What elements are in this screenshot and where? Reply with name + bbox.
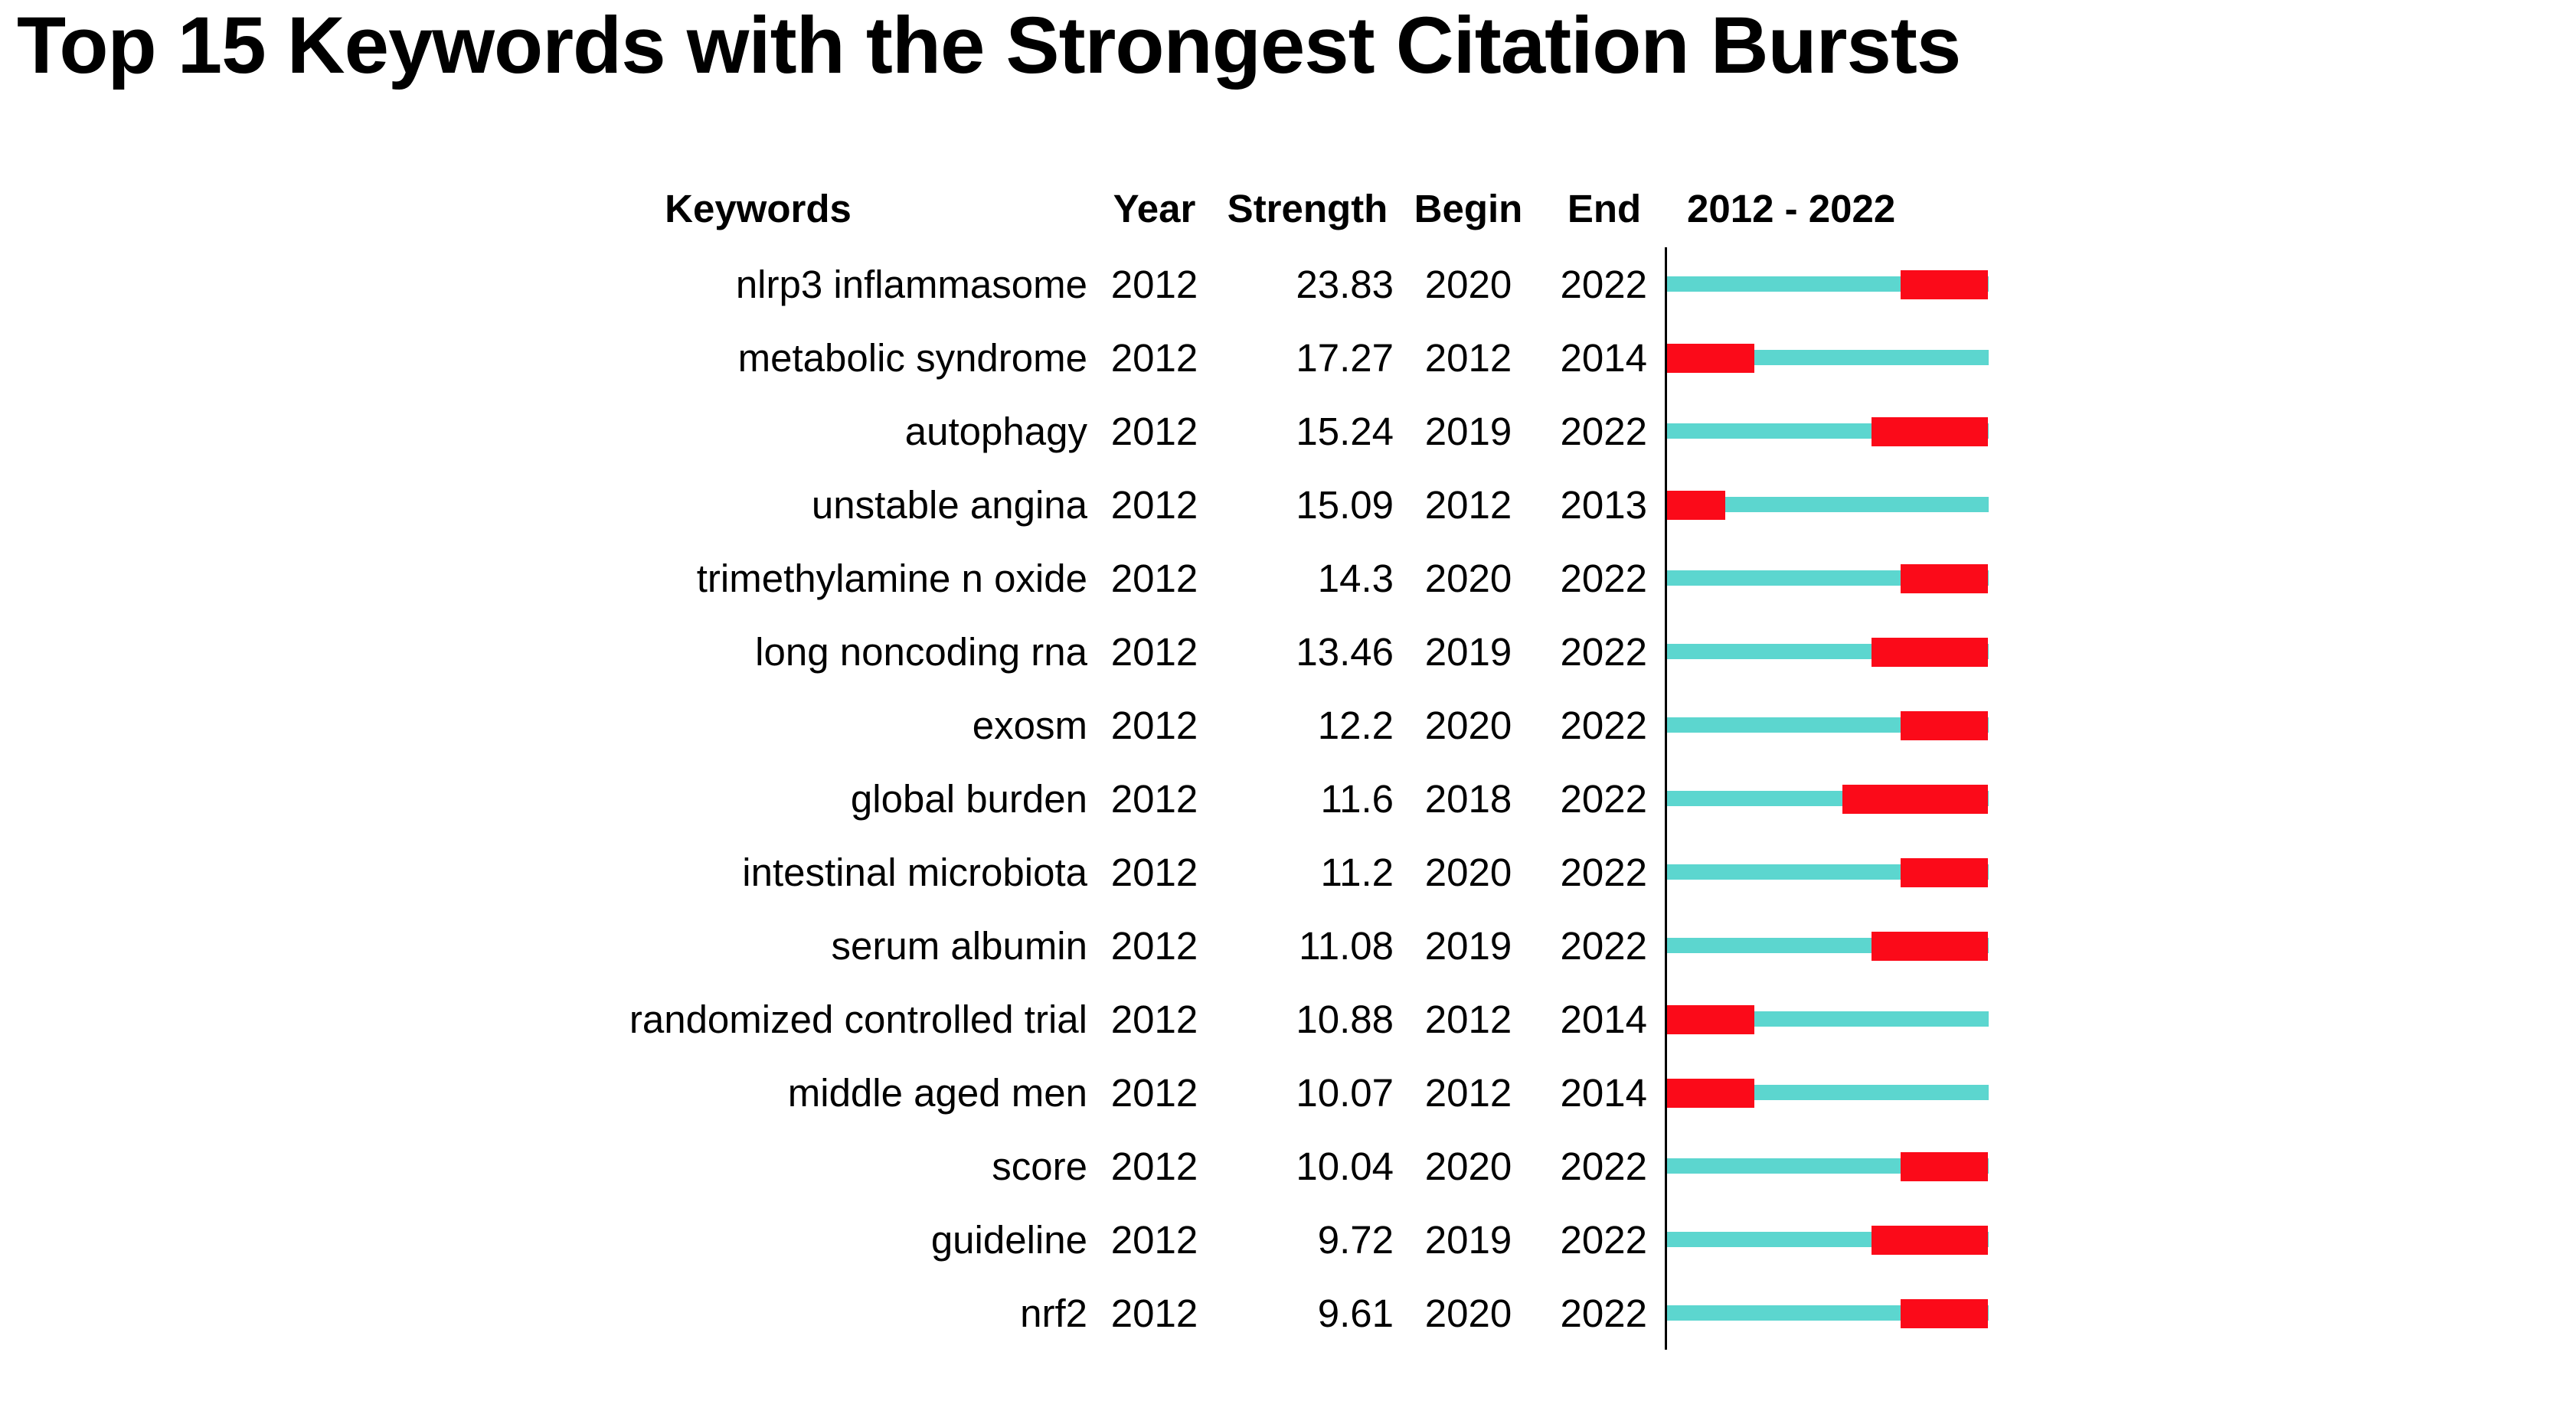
- cell-end: 2013: [1543, 468, 1666, 541]
- cell-year: 2012: [1110, 409, 1198, 453]
- cell-timeline: [1666, 1056, 2039, 1129]
- table-row: [429, 688, 2039, 762]
- table-row: [429, 541, 2039, 615]
- cell-year: 2012: [1110, 1144, 1198, 1188]
- cell-keyword: guideline: [930, 1217, 1087, 1262]
- cell-keyword: randomized controlled trial: [629, 997, 1087, 1041]
- timeline-burst-segment: [1872, 1226, 1989, 1255]
- cell-timeline: [1666, 1203, 2039, 1276]
- timeline-burst-segment: [1667, 344, 1755, 373]
- timeline-burst-segment: [1901, 270, 1989, 299]
- cell-keyword: long noncoding rna: [755, 629, 1087, 674]
- cell-end: 2022: [1543, 247, 1666, 321]
- cell-year: 2012: [1110, 850, 1198, 894]
- cell-timeline: [1666, 394, 2039, 468]
- page-title: Top 15 Keywords with the Strongest Citation Bursts: [17, 1, 1961, 90]
- cell-end: 2014: [1543, 321, 1666, 394]
- cell-year: 2012: [1110, 923, 1198, 968]
- timeline-burst-segment: [1901, 858, 1989, 887]
- table-row: [429, 321, 2039, 394]
- cell-year: 2012: [1110, 556, 1198, 600]
- cell-timeline: [1666, 1129, 2039, 1203]
- cell-end: 2022: [1543, 835, 1666, 909]
- table-row: [429, 1276, 2039, 1350]
- cell-end: 2022: [1543, 909, 1666, 982]
- table-row: [429, 1203, 2039, 1276]
- timeline-track: [1667, 541, 1989, 615]
- timeline-track: [1667, 688, 1989, 762]
- timeline-track: [1667, 247, 1989, 321]
- cell-year: 2012: [1110, 262, 1198, 306]
- table-body: [429, 247, 2039, 1350]
- table-row: [429, 835, 2039, 909]
- column-header-keywords: Keywords: [665, 186, 852, 230]
- citation-burst-table: [429, 180, 2039, 1350]
- cell-keyword: serum albumin: [831, 923, 1087, 968]
- table-row: [429, 909, 2039, 982]
- cell-begin: 2012: [1424, 1070, 1512, 1115]
- cell-timeline: [1666, 541, 2039, 615]
- timeline-burst-segment: [1872, 932, 1989, 961]
- column-header-end: End: [1567, 186, 1642, 230]
- cell-timeline: [1666, 762, 2039, 835]
- cell-end: 2022: [1543, 1276, 1666, 1350]
- cell-keyword: global burden: [850, 776, 1087, 821]
- cell-begin: 2020: [1424, 1291, 1512, 1335]
- cell-timeline: [1666, 982, 2039, 1056]
- timeline-track: [1667, 835, 1989, 909]
- timeline-burst-segment: [1901, 1152, 1989, 1181]
- table-row: [429, 468, 2039, 541]
- cell-strength: 9.72: [1317, 1217, 1394, 1262]
- column-header-begin: Begin: [1414, 186, 1523, 230]
- cell-timeline: [1666, 321, 2039, 394]
- table-row: [429, 1129, 2039, 1203]
- cell-end: 2022: [1543, 762, 1666, 835]
- table-row: [429, 762, 2039, 835]
- cell-strength: 11.08: [1299, 923, 1394, 968]
- timeline-track: [1667, 762, 1989, 835]
- cell-year: 2012: [1110, 1070, 1198, 1115]
- cell-year: 2012: [1110, 1217, 1198, 1262]
- cell-strength: 9.61: [1317, 1291, 1394, 1335]
- cell-keyword: unstable angina: [811, 482, 1087, 527]
- cell-timeline: [1666, 247, 2039, 321]
- column-header-strength: Strength: [1227, 186, 1388, 230]
- cell-year: 2012: [1110, 776, 1198, 821]
- cell-keyword: metabolic syndrome: [737, 335, 1087, 380]
- cell-strength: 10.88: [1296, 997, 1394, 1041]
- timeline-burst-segment: [1872, 638, 1989, 667]
- cell-year: 2012: [1110, 1291, 1198, 1335]
- cell-keyword: nrf2: [1020, 1291, 1087, 1335]
- table-row: [429, 982, 2039, 1056]
- table-row: [429, 394, 2039, 468]
- cell-timeline: [1666, 615, 2039, 688]
- cell-year: 2012: [1110, 629, 1198, 674]
- cell-keyword: autophagy: [904, 409, 1087, 453]
- cell-end: 2022: [1543, 541, 1666, 615]
- cell-strength: 17.27: [1296, 335, 1394, 380]
- cell-strength: 10.07: [1296, 1070, 1394, 1115]
- cell-strength: 11.6: [1320, 776, 1394, 821]
- cell-strength: 12.2: [1317, 703, 1394, 747]
- timeline-track: [1667, 982, 1989, 1056]
- timeline-track: [1667, 321, 1989, 394]
- cell-keyword: exosm: [972, 703, 1087, 747]
- cell-year: 2012: [1110, 703, 1198, 747]
- cell-year: 2012: [1110, 335, 1198, 380]
- table-row: [429, 247, 2039, 321]
- cell-begin: 2020: [1424, 703, 1512, 747]
- column-header-year: Year: [1113, 186, 1196, 230]
- timeline-burst-segment: [1667, 491, 1725, 520]
- cell-strength: 23.83: [1296, 262, 1394, 306]
- timeline-burst-segment: [1901, 711, 1989, 740]
- timeline-track: [1667, 1203, 1989, 1276]
- cell-timeline: [1666, 835, 2039, 909]
- cell-end: 2022: [1543, 615, 1666, 688]
- timeline-track: [1667, 1276, 1989, 1350]
- timeline-burst-segment: [1667, 1005, 1755, 1034]
- timeline-track: [1667, 615, 1989, 688]
- timeline-burst-segment: [1901, 1299, 1989, 1328]
- cell-begin: 2019: [1424, 629, 1512, 674]
- timeline-burst-segment: [1872, 417, 1989, 446]
- cell-begin: 2020: [1424, 1144, 1512, 1188]
- cell-begin: 2012: [1424, 335, 1512, 380]
- cell-begin: 2020: [1424, 262, 1512, 306]
- timeline-track: [1667, 468, 1989, 541]
- timeline-track: [1667, 1056, 1989, 1129]
- timeline-track: [1667, 1129, 1989, 1203]
- cell-end: 2022: [1543, 688, 1666, 762]
- timeline-burst-segment: [1667, 1079, 1755, 1108]
- cell-strength: 14.3: [1317, 556, 1394, 600]
- cell-end: 2022: [1543, 394, 1666, 468]
- cell-begin: 2012: [1424, 482, 1512, 527]
- cell-timeline: [1666, 688, 2039, 762]
- table-header-row: [429, 180, 2039, 247]
- cell-begin: 2020: [1424, 850, 1512, 894]
- cell-keyword: nlrp3 inflammasome: [735, 262, 1087, 306]
- cell-begin: 2020: [1424, 556, 1512, 600]
- cell-strength: 15.24: [1296, 409, 1394, 453]
- table-row: [429, 615, 2039, 688]
- cell-begin: 2012: [1424, 997, 1512, 1041]
- cell-begin: 2019: [1424, 1217, 1512, 1262]
- cell-strength: 10.04: [1296, 1144, 1394, 1188]
- timeline-burst-segment: [1901, 564, 1989, 593]
- cell-strength: 13.46: [1296, 629, 1394, 674]
- cell-keyword: intestinal microbiota: [742, 850, 1087, 894]
- table-row: [429, 1056, 2039, 1129]
- cell-begin: 2018: [1424, 776, 1512, 821]
- cell-begin: 2019: [1424, 409, 1512, 453]
- cell-end: 2014: [1543, 982, 1666, 1056]
- cell-strength: 11.2: [1320, 850, 1394, 894]
- timeline-track: [1667, 909, 1989, 982]
- cell-strength: 15.09: [1296, 482, 1394, 527]
- column-header-timeline: 2012 - 2022: [1687, 186, 1896, 230]
- timeline-track: [1667, 394, 1989, 468]
- timeline-burst-segment: [1842, 785, 1989, 814]
- cell-keyword: trimethylamine n oxide: [696, 556, 1087, 600]
- cell-year: 2012: [1110, 997, 1198, 1041]
- cell-begin: 2019: [1424, 923, 1512, 968]
- cell-keyword: score: [992, 1144, 1087, 1188]
- cell-end: 2022: [1543, 1129, 1666, 1203]
- cell-end: 2014: [1543, 1056, 1666, 1129]
- cell-year: 2012: [1110, 482, 1198, 527]
- cell-timeline: [1666, 468, 2039, 541]
- cell-keyword: middle aged men: [787, 1070, 1087, 1115]
- cell-end: 2022: [1543, 1203, 1666, 1276]
- cell-timeline: [1666, 1276, 2039, 1350]
- cell-timeline: [1666, 909, 2039, 982]
